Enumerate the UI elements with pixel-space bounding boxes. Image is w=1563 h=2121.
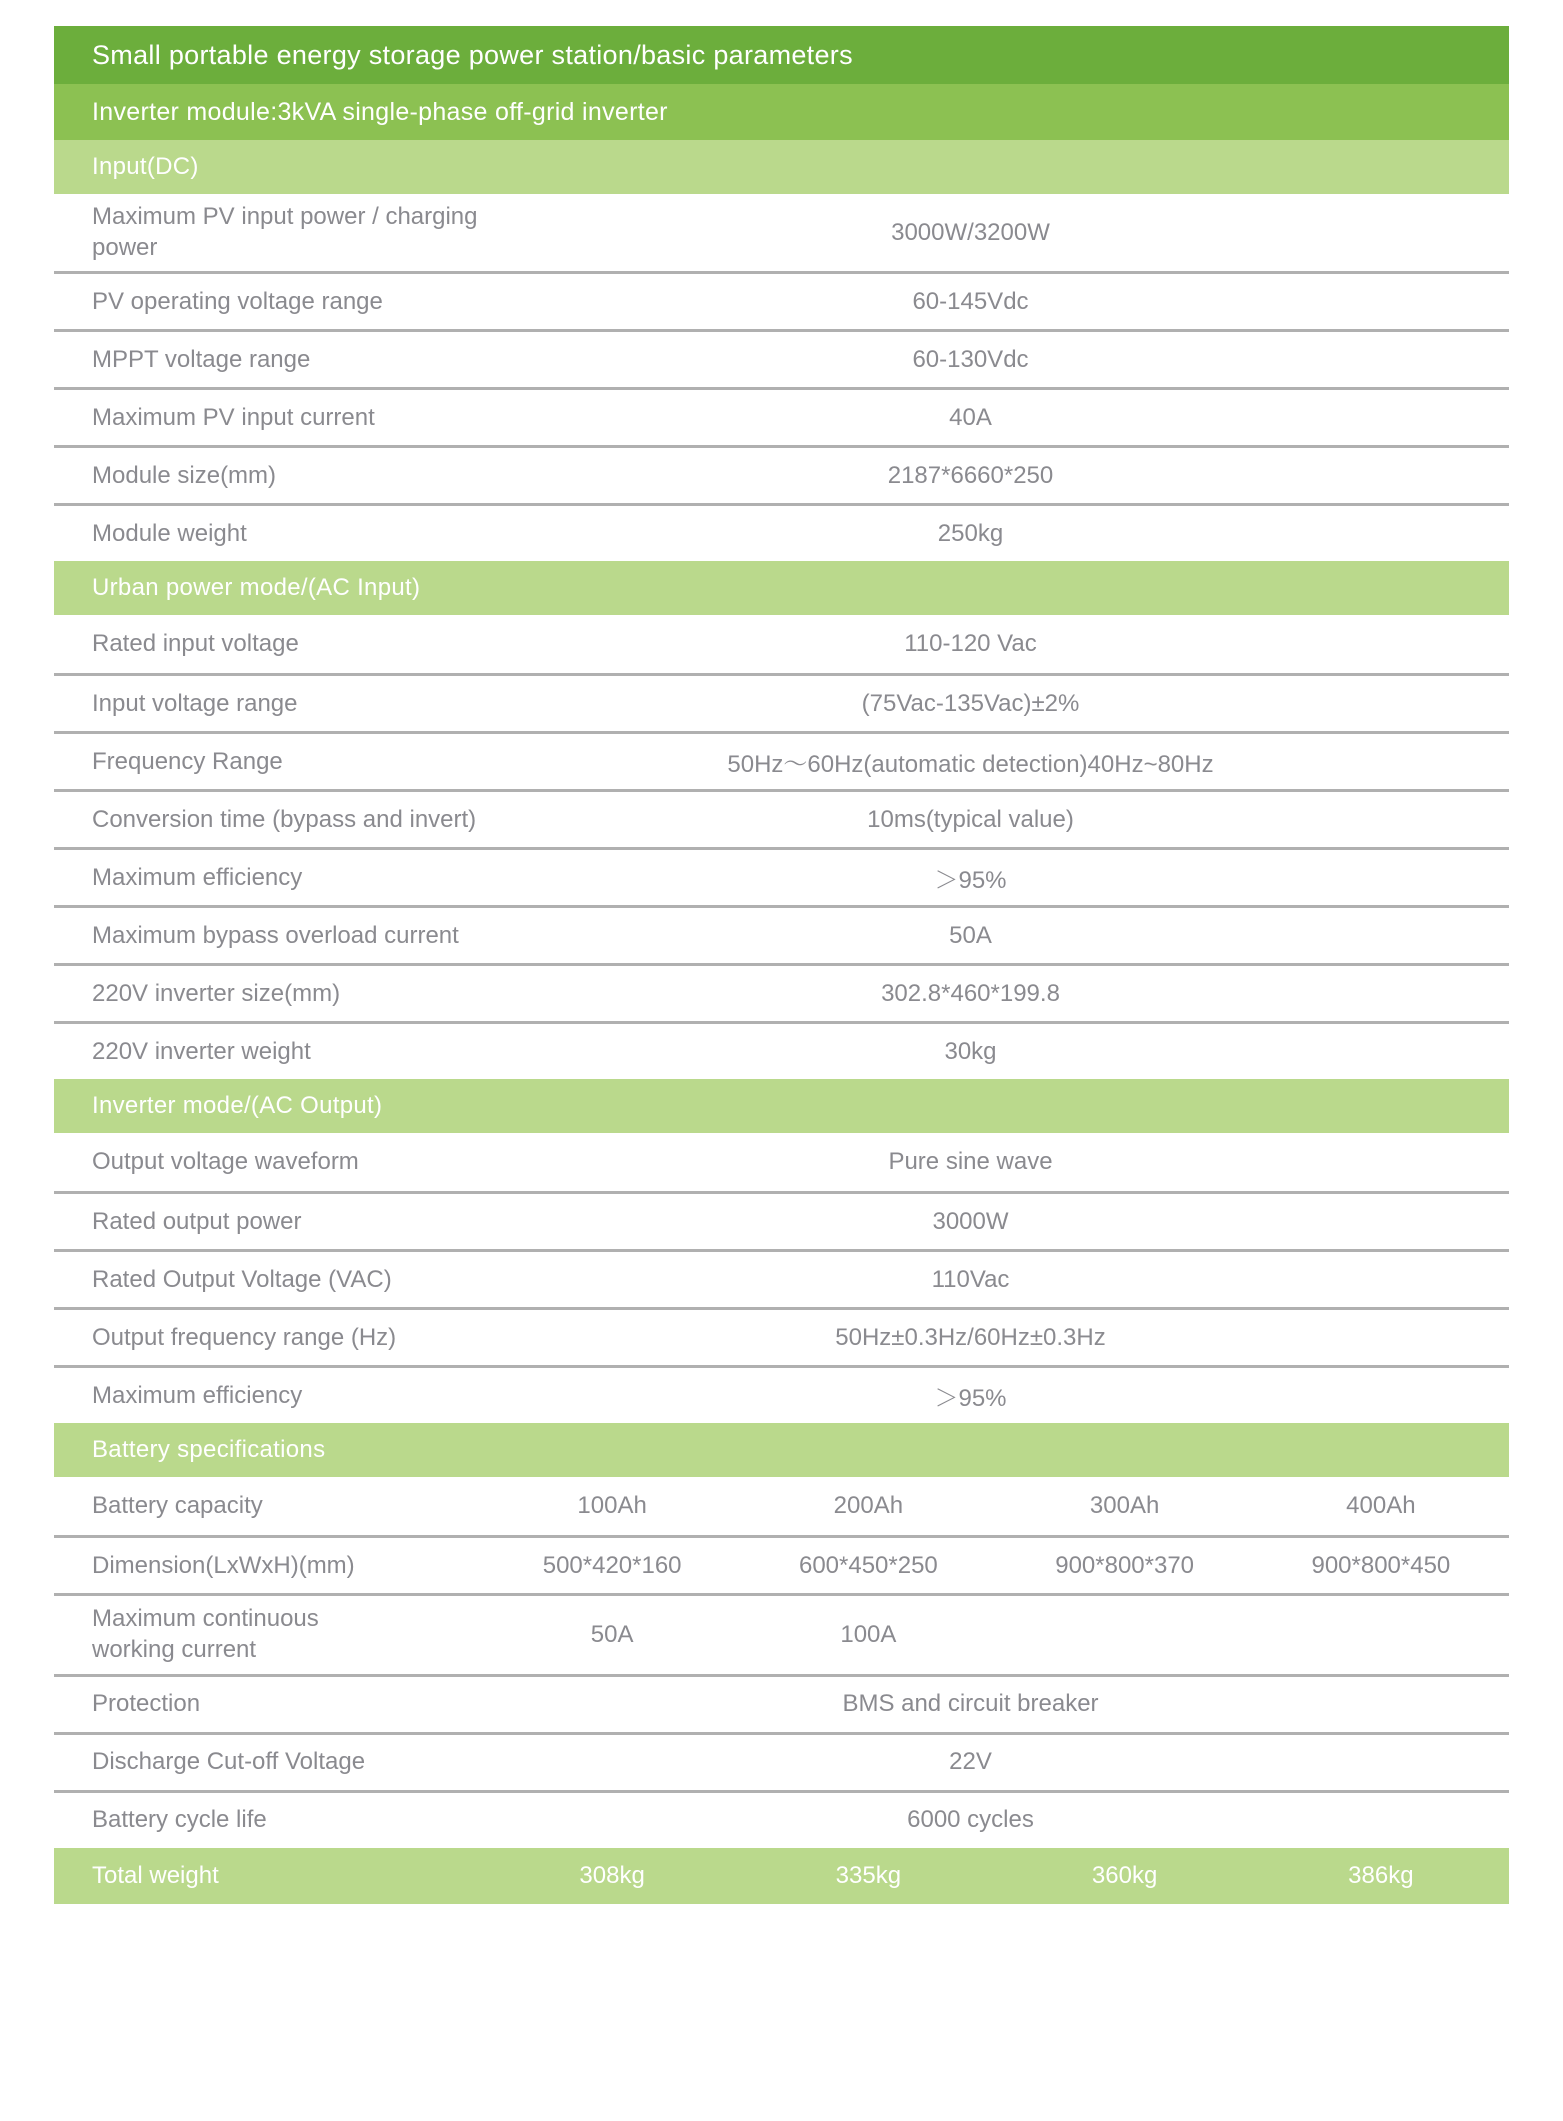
table-row (54, 503, 1509, 561)
section-header-urban-power-mode: Urban power mode/(AC Input) (54, 561, 1509, 615)
row-label: Maximum PV input current (92, 403, 375, 431)
table-row (54, 1307, 1509, 1365)
row-label: 220V inverter size(mm) (92, 979, 341, 1007)
row-value: 250kg (937, 519, 1004, 547)
row-value-cell: 300Ah (1089, 1492, 1160, 1520)
row-label: Maximum efficiency (92, 1381, 303, 1409)
row-value: 40A (949, 403, 992, 431)
row-value: 3000W (932, 1207, 1009, 1235)
row-value-cell: 100Ah (577, 1492, 647, 1520)
row-value: Pure sine wave (888, 1148, 1053, 1176)
row-value: 50Hz±0.3Hz/60Hz±0.3Hz (835, 1323, 1106, 1351)
row-label: Maximum PV input power / charging power (92, 203, 478, 261)
row-value: 110-120 Vac (904, 630, 1037, 658)
row-value-cell: 100A (840, 1621, 897, 1649)
row-value-cell: 900*800*450 (1311, 1551, 1451, 1579)
total-weight-row (54, 1848, 1509, 1904)
total-weight-values (484, 1862, 1509, 1890)
table-row (54, 731, 1509, 789)
row-value: BMS and circuit breaker (842, 1690, 1099, 1718)
row-label: Maximum continuous working current (92, 1605, 319, 1664)
row-label: Rated Output Voltage (VAC) (92, 1265, 392, 1293)
row-value: 60-130Vdc (912, 345, 1029, 373)
row-label: Dimension(LxWxH)(mm) (92, 1551, 355, 1579)
row-value: ＞95% (934, 1385, 1007, 1413)
section-header-inverter-mode: Inverter mode/(AC Output) (54, 1079, 1509, 1133)
section-header-input-dc: Input(DC) (54, 140, 1509, 194)
row-value: 2187*6660*250 (887, 461, 1054, 489)
row-value-cell (997, 1621, 1253, 1649)
row-value: 22V (949, 1748, 992, 1776)
table-row (54, 905, 1509, 963)
row-value: 60-145Vdc (912, 287, 1029, 315)
row-label: Output voltage waveform (92, 1148, 359, 1176)
row-label: MPPT voltage range (92, 345, 311, 373)
row-value-cell: 900*800*370 (1055, 1551, 1195, 1579)
row-value-cell: 200Ah (833, 1492, 904, 1520)
row-values (484, 1492, 1509, 1520)
row-value: 30kg (944, 1037, 997, 1065)
total-weight-cell: 335kg (835, 1861, 902, 1889)
row-value: ＞95% (934, 867, 1007, 895)
row-label: Output frequency range (Hz) (92, 1323, 397, 1351)
total-weight-cell: 386kg (1348, 1861, 1414, 1889)
row-value: 110Vac (931, 1265, 1010, 1293)
row-value-cell (1253, 1621, 1509, 1649)
row-value: 6000 cycles (907, 1806, 1034, 1834)
table-row (54, 1477, 1509, 1535)
row-value-cell: 400Ah (1346, 1492, 1416, 1520)
row-value-cell: 500*420*160 (542, 1551, 682, 1579)
row-label: Battery cycle life (92, 1806, 267, 1834)
row-value-cell: 600*450*250 (798, 1551, 938, 1579)
table-row (54, 615, 1509, 673)
table-row (54, 1133, 1509, 1191)
total-weight-cell: 360kg (1091, 1861, 1158, 1889)
table-row (54, 1674, 1509, 1732)
row-value: 3000W/3200W (891, 218, 1050, 246)
row-value: 10ms(typical value) (867, 805, 1074, 833)
row-label: Rated input voltage (92, 630, 299, 658)
row-label: Module size(mm) (92, 461, 277, 489)
table-row (54, 387, 1509, 445)
row-values (484, 1552, 1509, 1580)
table-row (54, 194, 1509, 271)
total-weight-label: Total weight (92, 1861, 219, 1889)
table-row (54, 1191, 1509, 1249)
row-value: (75Vac-135Vac)±2% (861, 689, 1080, 717)
row-label: Discharge Cut-off Voltage (92, 1748, 366, 1776)
table-row (54, 1790, 1509, 1848)
table-row (54, 445, 1509, 503)
spec-table (54, 26, 1509, 1904)
row-label: PV operating voltage range (92, 287, 383, 315)
row-label: Conversion time (bypass and invert) (92, 805, 477, 833)
table-row (54, 847, 1509, 905)
table-row (54, 673, 1509, 731)
row-value-cell: 50A (590, 1621, 634, 1649)
row-label: Input voltage range (92, 689, 298, 717)
row-value: 50A (949, 921, 992, 949)
row-label: Maximum bypass overload current (92, 921, 459, 949)
row-label: Rated output power (92, 1207, 302, 1235)
table-row (54, 1732, 1509, 1790)
section-header-battery-specifications: Battery specifications (54, 1423, 1509, 1477)
table-row (54, 1593, 1509, 1673)
row-label: Maximum efficiency (92, 863, 303, 891)
row-values (484, 1621, 1509, 1649)
table-row (54, 1365, 1509, 1423)
row-label: Protection (92, 1690, 201, 1718)
table-row (54, 963, 1509, 1021)
table-row (54, 271, 1509, 329)
total-weight-cell: 308kg (579, 1861, 645, 1889)
row-label: 220V inverter weight (92, 1037, 311, 1065)
row-value: 302.8*460*199.8 (881, 979, 1060, 1007)
table-row (54, 1249, 1509, 1307)
row-value: 50Hz～60Hz(automatic detection)40Hz~80Hz (727, 751, 1214, 779)
row-label: Battery capacity (92, 1492, 263, 1520)
row-label: Frequency Range (92, 747, 283, 775)
table-row (54, 1535, 1509, 1593)
row-label: Module weight (92, 519, 247, 547)
sheet-title: Small portable energy storage power station/basic parameters (54, 26, 1509, 84)
table-row (54, 789, 1509, 847)
sheet-subtitle: Inverter module:3kVA single-phase off-grid inverter (54, 84, 1509, 140)
table-row (54, 329, 1509, 387)
table-row (54, 1021, 1509, 1079)
